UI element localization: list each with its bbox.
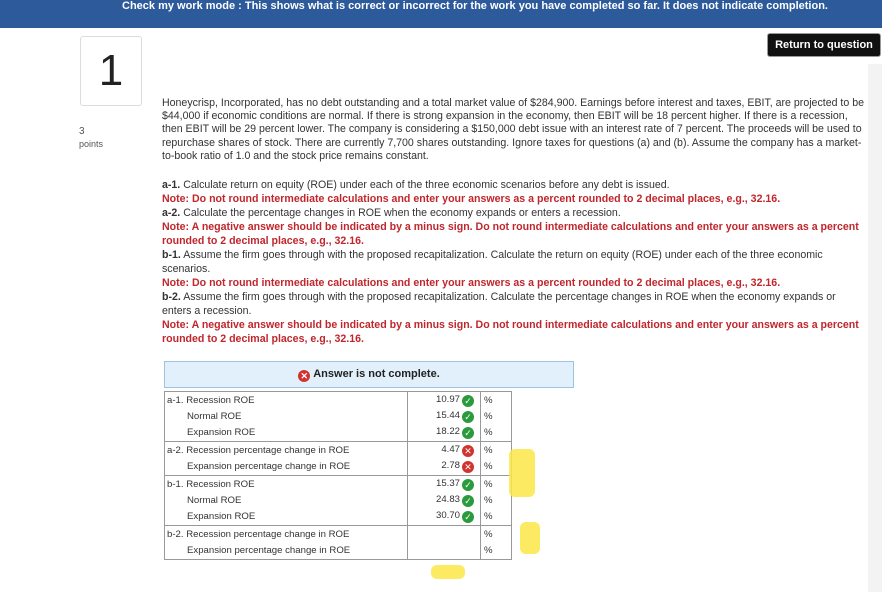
row-label-cell (165, 442, 408, 459)
row-label: Normal ROE (187, 411, 242, 423)
row-label-cell (165, 526, 408, 543)
row-label: Expansion ROE (187, 511, 256, 523)
unit-cell: % (481, 475, 512, 492)
answer-input[interactable] (408, 492, 481, 508)
check-my-work-text: Check my work mode : This shows what is correct or incorrect for the work you have completed so far. It does not indicate completion. (122, 0, 828, 12)
answer-status-text: Answer is not complete. (313, 368, 440, 380)
row-group-label: b-1. (167, 478, 184, 490)
part-a2 (162, 206, 868, 248)
table-row (165, 425, 512, 442)
part-note: Note: Do not round intermediate calculations and enter your answers as a percent rounded to 2 decimal places, e.g., 32.16. (162, 193, 781, 205)
row-label-cell (165, 425, 408, 442)
answer-input[interactable] (408, 392, 481, 409)
table-row (165, 543, 512, 560)
table-row (165, 509, 512, 526)
unit-cell: % (481, 425, 512, 442)
table-row (165, 392, 512, 409)
answer-value: 30.70 (435, 510, 460, 522)
row-label: Expansion percentage change in ROE (187, 545, 351, 557)
answer-input[interactable] (408, 543, 481, 560)
answer-value: 15.37 (435, 477, 460, 489)
return-to-question-button[interactable]: Return to question (767, 33, 881, 57)
incorrect-x-icon: ✕ (462, 461, 474, 473)
highlighter-mark (520, 522, 540, 554)
points-label: points (79, 139, 104, 149)
answer-value: 15.44 (435, 410, 460, 422)
highlighter-mark (509, 449, 535, 497)
answer-value: 10.97 (435, 393, 460, 405)
row-label: Expansion percentage change in ROE (187, 461, 351, 473)
part-note: Note: A negative answer should be indicated by a minus sign. Do not round intermediate calculations and enter your answers as a percent rounded to 2 decimal places, e.g., 32.16. (162, 319, 859, 345)
answer-status-banner (164, 361, 574, 388)
row-label-cell (165, 392, 408, 409)
table-row (165, 526, 512, 543)
answer-value: 4.47 (441, 443, 460, 455)
question-text: Honeycrisp, Incorporated, has no debt outstanding and a total market value of $284,900. Earnings before interest and taxes, EBIT, are projected to be $44,000 if economic conditions are normal. If there is strong expansion in the economy, then EBIT will be 18 percent higher. If there is a recession, then EBIT will be 29 percent lower. The company is considering a $150,000 debt issue with an interest rate of 7 percent. The proceeds will be used to repurchase shares of stock. There are currently 7,700 shares outstanding. Ignore taxes for questions (a) and (b). Assume the company has a market-to-book ratio of 1.0 and the stock price remains constant. (162, 97, 864, 162)
row-label-cell (165, 509, 408, 526)
correct-check-icon: ✓ (462, 427, 474, 439)
unit-cell: % (481, 492, 512, 508)
question-parts (162, 178, 868, 346)
part-text: Calculate return on equity (ROE) under each of the three economic scenarios before any debt is issued. (183, 179, 670, 191)
question-number: 1 (80, 36, 142, 106)
correct-check-icon: ✓ (462, 395, 474, 407)
row-label: Recession ROE (186, 478, 255, 490)
correct-check-icon: ✓ (462, 495, 474, 507)
answer-input[interactable] (408, 408, 481, 424)
points-value: 3 (79, 126, 85, 137)
part-text: Assume the firm goes through with the proposed recapitalization. Calculate the return on equity (ROE) under each of the three economic scenarios. (162, 249, 823, 275)
answer-value: 2.78 (441, 460, 460, 472)
highlighter-mark (431, 565, 465, 579)
part-label: b-1. (162, 249, 181, 261)
row-label: Recession percentage change in ROE (186, 444, 350, 456)
row-label-cell (165, 492, 408, 508)
row-label-cell (165, 543, 408, 560)
table-row (165, 442, 512, 459)
vertical-scrollbar[interactable] (868, 64, 882, 592)
answer-input[interactable] (408, 509, 481, 526)
row-label: Normal ROE (187, 495, 242, 507)
part-label: a-1. (162, 179, 181, 191)
part-label: a-2. (162, 207, 181, 219)
part-a1 (162, 178, 868, 206)
row-label: Recession ROE (186, 394, 255, 406)
row-label-cell (165, 408, 408, 424)
table-row (165, 408, 512, 424)
unit-cell: % (481, 459, 512, 476)
row-label: Recession percentage change in ROE (186, 528, 350, 540)
correct-check-icon: ✓ (462, 479, 474, 491)
row-group-label: b-2. (167, 528, 184, 540)
incorrect-x-icon: ✕ (462, 445, 474, 457)
part-b1 (162, 248, 868, 290)
unit-cell: % (481, 543, 512, 560)
part-text: Calculate the percentage changes in ROE when the economy expands or enters a recession. (183, 207, 621, 219)
row-group-label: a-2. (167, 444, 184, 456)
row-label: Expansion ROE (187, 427, 256, 439)
unit-cell: % (481, 442, 512, 459)
part-note: Note: Do not round intermediate calculations and enter your answers as a percent rounded to 2 decimal places, e.g., 32.16. (162, 277, 781, 289)
answer-value: 24.83 (435, 494, 460, 506)
unit-cell: % (481, 509, 512, 526)
row-label-cell (165, 475, 408, 492)
correct-check-icon: ✓ (462, 411, 474, 423)
answer-value: 18.22 (435, 426, 460, 438)
answer-input[interactable] (408, 459, 481, 476)
answer-input[interactable] (408, 425, 481, 442)
table-row (165, 492, 512, 508)
unit-cell: % (481, 526, 512, 543)
answer-table (164, 391, 512, 560)
answer-input[interactable] (408, 475, 481, 492)
unit-cell: % (481, 408, 512, 424)
correct-check-icon: ✓ (462, 511, 474, 523)
row-group-label: a-1. (167, 394, 184, 406)
part-text: Assume the firm goes through with the proposed recapitalization. Calculate the percentage changes in ROE when the economy expands or enters a recession. (162, 291, 836, 317)
part-b2 (162, 290, 868, 346)
answer-input[interactable] (408, 526, 481, 543)
table-row (165, 459, 512, 476)
unit-cell: % (481, 392, 512, 409)
answer-input[interactable] (408, 442, 481, 459)
table-row (165, 475, 512, 492)
row-label-cell (165, 459, 408, 476)
part-label: b-2. (162, 291, 181, 303)
incorrect-icon: ✕ (298, 370, 310, 382)
part-note: Note: A negative answer should be indicated by a minus sign. Do not round intermediate calculations and enter your answers as a percent rounded to 2 decimal places, e.g., 32.16. (162, 221, 859, 247)
check-my-work-banner (0, 0, 882, 28)
